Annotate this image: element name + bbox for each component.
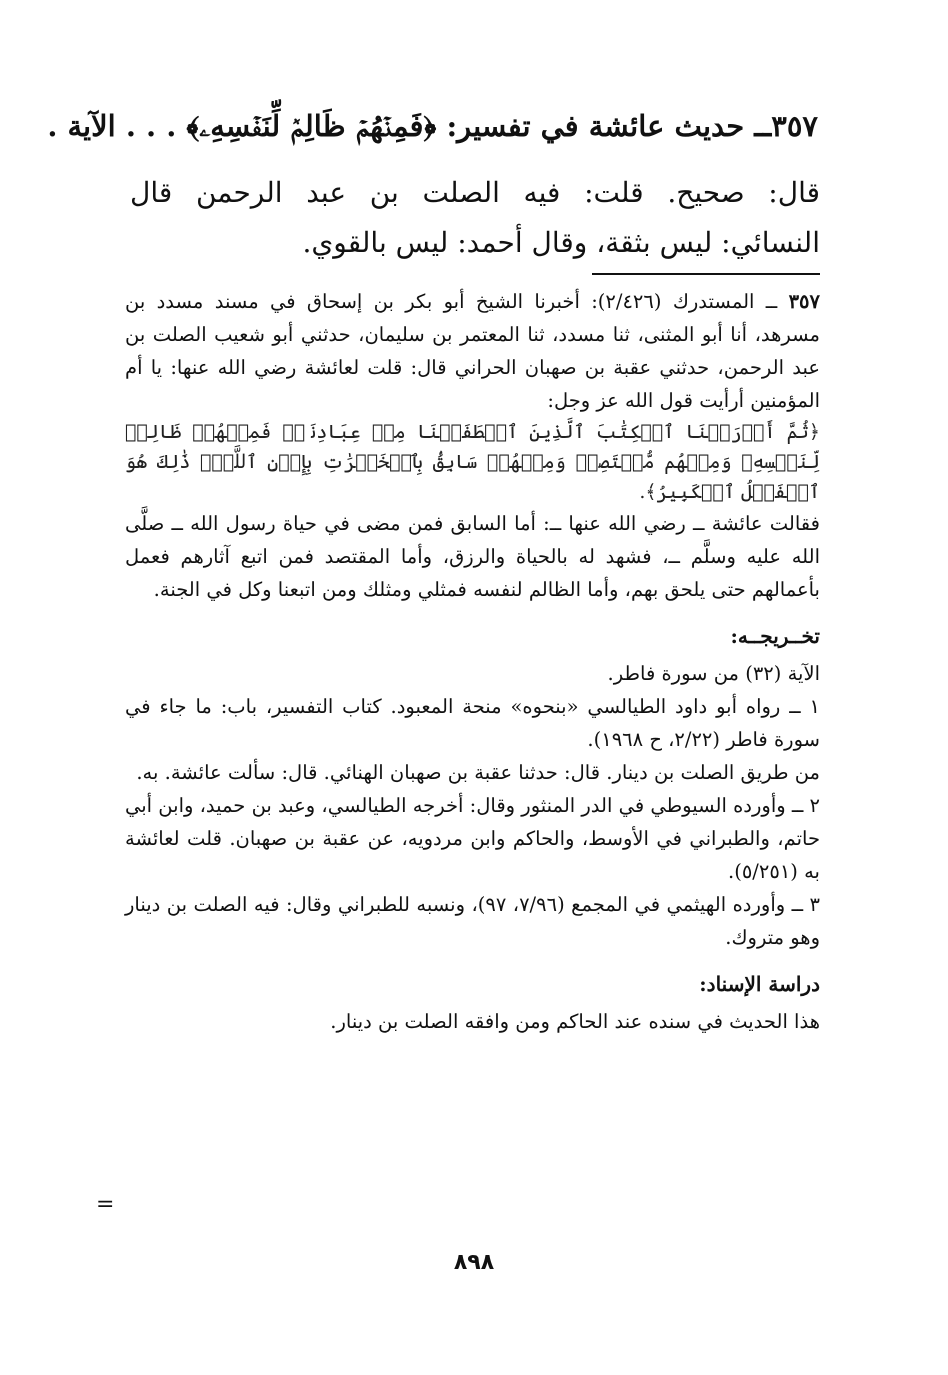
footnote-body <box>125 285 820 1038</box>
continuation-mark: = <box>96 1192 115 1217</box>
comment-line-1: قال: صحيح. قلت: فيه الصلت بن عبد الرحمن قال <box>130 176 820 209</box>
footnote-number: ٣٥٧ <box>788 290 820 313</box>
hadith-heading <box>47 102 818 150</box>
takhrij-item-1-chain: من طريق الصلت بن دينار. قال: حدثنا عقبة بن صهبان الهنائي. قال: سألت عائشة. به. <box>136 761 820 784</box>
page-number: ٨٩٨ <box>453 1250 495 1275</box>
footnote-divider <box>592 273 820 275</box>
takhrij-item-1: ١ ــ رواه أبو داود الطيالسي «بنحوه» منحة المعبود. كتاب التفسير، باب: ما جاء في سورة فاطر (٢/٢٢، ح ١٩٦٨). <box>125 695 820 751</box>
isnad-text: هذا الحديث في سنده عند الحاكم ومن وافقه الصلت بن دينار. <box>330 1010 820 1033</box>
takhrij-item-2: ٢ ــ وأورده السيوطي في الدر المنثور وقال: أخرجه الطيالسي، وعبد بن حميد، وابن أبي حاتم، والطبراني في الأوسط، والحاكم وابن مردويه، عن عقبة بن صهبان. قلت لعائشة به (٥/٢٥١). <box>125 794 820 883</box>
comment-line-2: النسائي: ليس بثقة، وقال أحمد: ليس بالقوي. <box>302 226 820 259</box>
aisha-answer: فقالت عائشة ــ رضي الله عنها ــ: أما السابق فمن مضى في حياة رسول الله ــ صلَّى الله عليه وسلَّم ــ، فشهد له بالحياة والرزق، وأما المقتصد فمن اتبع آثارهم فعمل بأعمالهم حتى يلحق بهم، وأما الظالم لنفسه فمثلي ومثلك ومن اتبعنا وكل في الجنة. <box>125 512 820 601</box>
takhrij-item-3: ٣ ــ وأورده الهيثمي في المجمع (٧/٩٦، ٩٧)، ونسبه للطبراني وقال: فيه الصلت بن دينار وهو متروك. <box>125 893 820 949</box>
takhrij-heading: تخــريجــه: <box>730 624 820 648</box>
quran-verse: ﴿ثُمَّ أَوۡرَثۡنَا ٱلۡكِتَٰبَ ٱلَّذِينَ ٱصۡطَفَيۡنَا مِنۡ عِبَادِنَاۖ فَمِنۡهُمۡ ظَالِمٞ لِّنَفۡسِهِۦ وَمِنۡهُم مُّقۡتَصِدٞ وَمِنۡهُمۡ سَابِقُۢ بِٱلۡخَيۡرَٰتِ بِإِذۡنِ ٱللَّهِۚ ذَٰلِكَ هُوَ ٱلۡفَضۡلُ ٱلۡكَبِيرُ﴾. <box>125 421 820 503</box>
hadith-lead: ــ المستدرك (٢/٤٢٦): أخبرنا الشيخ أبو بكر بن إسحاق في مسند مسدد بن مسرهد، أنا أبو المثنى، ثنا مسدد، ثنا المعتمر بن سليمان، حدثني أبو شعيب الصلت بن عبد الرحمن، حدثني عقبة بن صهبان الحراني قال: قلت لعائشة رضي الله عنها: يا أم المؤمنين أرأيت قول الله عز وجل: <box>125 290 820 412</box>
isnad-heading: دراسة الإسناد: <box>699 972 820 996</box>
hadith-title: ــ حديث عائشة في تفسير: ﴿فَمِنۡهُمۡ ظَالِمٞ لِّنَفۡسِهِۦ﴾ . . . الآية . <box>47 109 772 143</box>
hadith-number: ٣٥٧ <box>771 109 818 143</box>
takhrij-ayah: الآية (٣٢) من سورة فاطر. <box>607 662 820 685</box>
hadith-text <box>125 285 820 417</box>
hakim-comment <box>130 168 820 268</box>
